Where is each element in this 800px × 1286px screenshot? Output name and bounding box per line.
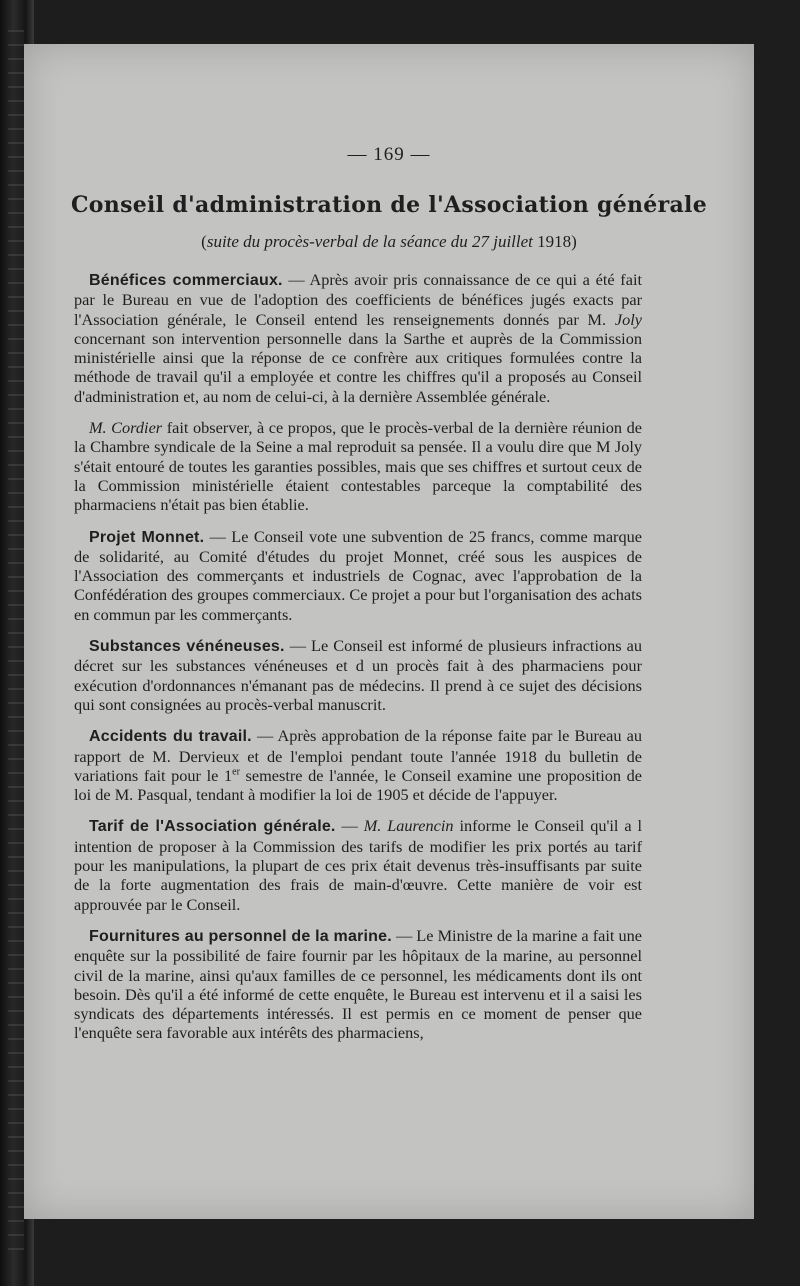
section-heading: Fournitures au personnel de la marine.	[89, 927, 392, 945]
section-heading: Projet Monnet.	[89, 528, 205, 546]
subtitle-text: suite du procès-verbal de la séance du 27 juillet	[206, 232, 533, 251]
document-body	[74, 270, 642, 1043]
paragraph-tarif	[74, 816, 642, 913]
paragraph-substances	[74, 636, 642, 714]
page-number: — 169 —	[347, 144, 431, 165]
section-heading: Accidents du travail.	[89, 728, 252, 746]
paragraph-benefices	[74, 270, 642, 406]
page-title: Conseil d'administration de l'Association générale	[71, 192, 707, 218]
paragraph-text: semestre de l'année, le Conseil examine une proposition de loi de M. Pasqual, tendant à modifier la loi de 1905 et décide de l'appuyer.	[74, 765, 642, 805]
paragraph-text: — Le Conseil est informé de plusieurs infractions au décret sur les substances vénéneuses et d un procès fait à des pharmaciens pour exécution d'ordonnances n'émanant pas de médecins. Il prend à ce sujet des décisions qui sont consignées au procès-verbal manuscrit.	[74, 636, 643, 714]
paragraph-fournitures	[74, 926, 642, 1043]
section-heading: Tarif de l'Association générale.	[89, 818, 336, 836]
person-name: M. Cordier	[89, 418, 163, 438]
paragraph-text: informe le Conseil qu'il a l intention de proposer à la Commission des tarifs de modifier les prix portés au tarif pour les manipulations, la plupart de ces prix était devenus très-insuffisants par suite de la forte augmentation des frais de main-d'œuvre. Cette manière de voir est approuvée par le Conseil.	[74, 816, 643, 914]
paragraph-text: —	[335, 816, 364, 836]
paragraph-text: — Après approbation de la réponse faite par le Bureau au rapport de M. Dervieux et de l'emploi pendant toute l'année 1918 du bulletin de variations fait pour le 1	[74, 726, 642, 785]
superscript: er	[232, 766, 240, 778]
paragraph-monnet	[74, 527, 642, 624]
paragraph-text: — Le Ministre de la marine a fait une enquête sur la possibilité de faire fournir par les hôpitaux de la marine, au personnel civil de la marine, ainsi qu'aux familles de ce personnel, les médicaments dont ils ont besoin. Dès qu'il a été informé de cette enquête, le Bureau est intervenu et il a saisi les syndicats des départements intéressés. Il est permis en ce moment de penser que l'enquête sera favorable aux intérêts des pharmaciens,	[74, 925, 642, 1043]
paragraph-text: — Le Conseil vote une subvention de 25 francs, comme marque de solidarité, au Comité d'études du projet Monnet, créé sous les auspices de l'Association des commerçants et industriels de Cognac, avec l'approbation de la Confédération des groupes commerciaux. Ce projet a pour but l'organisation des achats en commun par les commerçants.	[74, 526, 642, 624]
section-heading: Bénéfices commerciaux.	[89, 272, 283, 289]
person-name: M. Laurencin	[363, 816, 454, 836]
paragraph-accidents	[74, 726, 642, 804]
paragraph-text: concernant son intervention personnelle dans la Sarthe et auprès de la Commission ministérielle ainsi que la réponse de ce confrère aux critiques formulées contre la méthode de travail qu'il a employée et contre les chiffres qu'il a proposés au Conseil d'administration et, au nom de celui-ci, à la dernière Assemblée générale.	[74, 328, 642, 406]
section-heading: Substances vénéneuses.	[89, 638, 285, 656]
page-subtitle	[24, 232, 754, 252]
paragraph-cordier	[74, 418, 642, 514]
paragraph-text: fait observer, à ce propos, que le procès-verbal de la dernière réunion de la Chambre syndicale de la Seine a mal reproduit sa pensée. Il a voulu dire que M Joly s'était entouré de toutes les garanties possibles, mais que ses chiffres et surtout ceux de la Commission ministérielle étaient contestables parceque la comptabilité des pharmaciens n'était pas bien établie.	[74, 418, 642, 515]
subtitle-year: 1918)	[532, 232, 577, 251]
subtitle-open: (	[201, 232, 207, 251]
paragraph-text: — Après avoir pris connaissance de ce qui a été fait par le Bureau en vue de l'adoption des coefficients de bénéfices jugés exacts par l'Association générale, le Conseil entend les renseignements donnés par M.	[74, 270, 642, 329]
book-page	[24, 44, 754, 1219]
person-name: Joly	[614, 309, 642, 329]
